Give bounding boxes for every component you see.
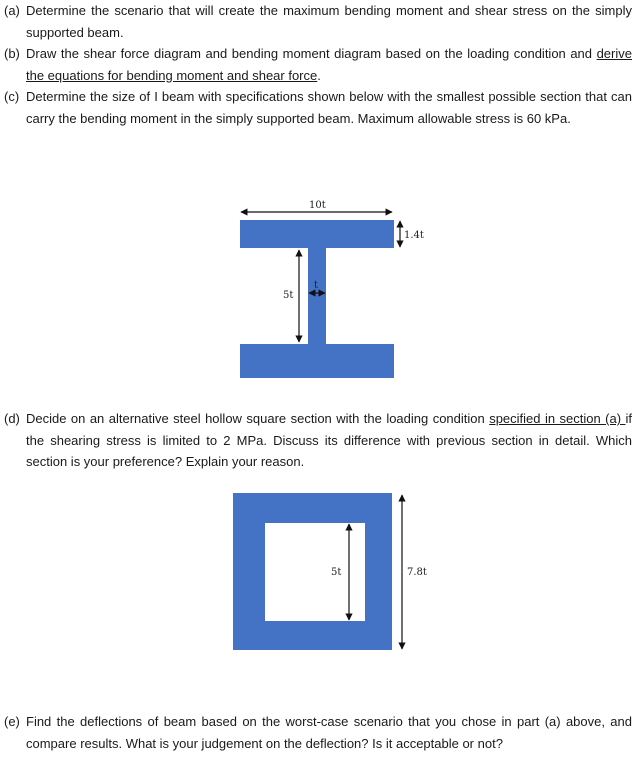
question-c [4,86,632,129]
question-b-body [26,43,632,86]
hollow-section-diagram [225,488,445,658]
question-d-tag: (d) [4,411,20,426]
question-e-tag: (e) [4,714,20,729]
flange-width-label: 10t [309,200,326,211]
question-d-underlined: specified in section (a) [489,411,626,426]
question-a [4,0,632,43]
question-a-text: Determine the scenario that will create the maximum bending moment and shear stress on the simply supported beam. [26,3,632,40]
question-c-tag: (c) [4,89,20,104]
question-d-text-end: if the shearing stress is limited to 2 MPa. Discuss its difference with previous section in detail. Which section is your preference? Explain your reason. [26,411,632,469]
i-beam-bottom-flange [240,344,394,378]
web-height-label: 5t [283,290,294,301]
question-a-tag: (a) [4,3,20,18]
flange-thickness-label: 1.4t [404,230,424,241]
question-b-underlined: derive the equations for bending moment and shear force [26,46,632,83]
hollow-square-section [233,493,392,650]
question-d-text-start: Decide on an alternative steel hollow square section with the loading condition [26,411,490,426]
question-b-tag: (b) [4,46,20,61]
inner-size-label: 5t [331,567,342,578]
question-d [4,408,632,473]
question-c-text: Determine the size of I beam with specifications shown below with the smallest possible section that can carry the bending moment in the simply supported beam. Maximum allowable stress is 60 kPa. [26,89,632,126]
web-thickness-label: t [314,280,319,291]
i-beam-top-flange [240,220,394,248]
question-b-end: . [317,67,321,83]
question-e-text: Find the deflections of beam based on the worst-case scenario that you chose in part (a) above, and compare results. What is your judgement on the deflection? Is it acceptable or not? [26,714,632,751]
question-e [4,711,632,754]
question-b-text: Draw the shear force diagram and bending moment diagram based on the loading condition and [26,46,597,61]
i-beam-web [308,248,326,344]
i-beam-diagram [230,192,440,382]
question-b [4,43,632,86]
question-d-body [26,408,632,473]
outer-size-label: 7.8t [407,567,427,578]
